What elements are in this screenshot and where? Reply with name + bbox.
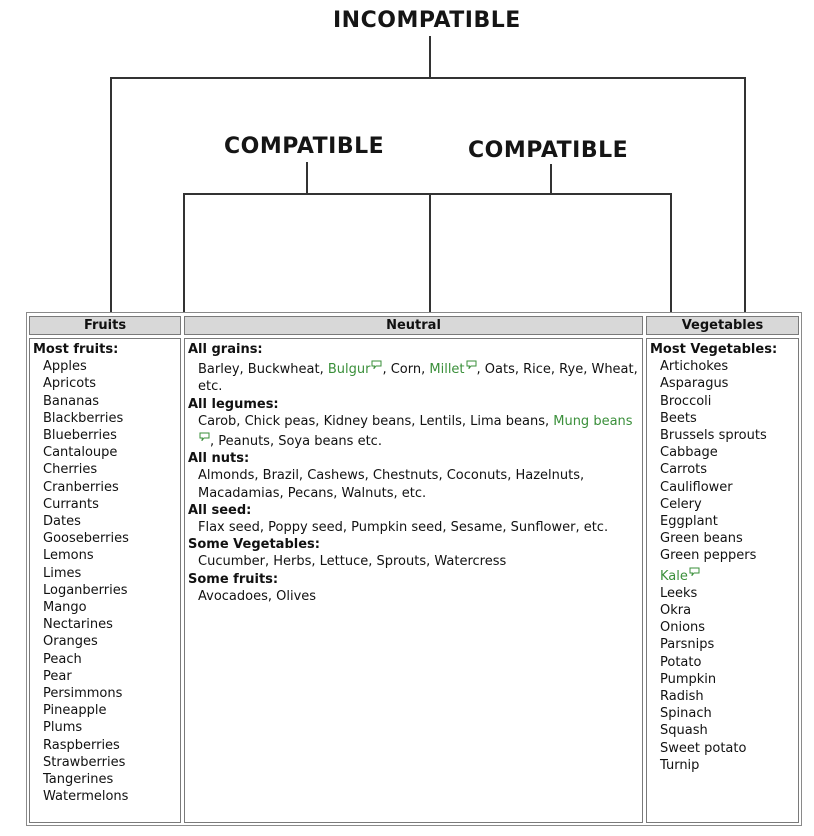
neutral-group-items — [188, 553, 639, 570]
fruit-item: Blueberries — [43, 428, 117, 444]
food-text: Turnip — [660, 757, 700, 773]
fruit-item: Strawberries — [43, 754, 126, 770]
vegetable-item — [650, 496, 795, 513]
food-text: Radish — [660, 689, 704, 705]
vegetable-item — [650, 393, 795, 410]
vegetable-item — [650, 722, 795, 739]
food-text: Potato — [660, 654, 702, 670]
fruit-item: Pineapple — [43, 703, 107, 719]
neutral-group-title: Some Vegetables: — [188, 537, 320, 553]
neutral-groups — [188, 341, 639, 605]
fruit-item: Bananas — [43, 393, 100, 409]
food-text: Beets — [660, 410, 697, 426]
food-text: Carob, Chick peas, Kidney beans, Lentils, Lima beans, — [198, 413, 554, 429]
neutral-group-title: All legumes: — [188, 396, 279, 412]
food-text: Avocadoes, Olives — [198, 588, 317, 604]
vegetables-list — [650, 358, 795, 774]
fruit-item: Raspberries — [43, 737, 120, 753]
speech-bubble-icon[interactable] — [689, 565, 700, 582]
compatible-center-drop — [429, 193, 431, 313]
food-text: Celery — [660, 496, 702, 512]
neutral-group-items — [188, 519, 639, 536]
vegetable-item — [650, 688, 795, 705]
vegetable-item — [650, 461, 795, 478]
vegetable-item — [650, 410, 795, 427]
food-text: Green beans — [660, 531, 743, 547]
fruit-item: Limes — [43, 565, 82, 581]
incompatible-right-drop — [744, 77, 746, 313]
fruit-item: Cherries — [43, 462, 98, 478]
compatible-right-stem — [550, 164, 552, 194]
vegetable-item — [650, 671, 795, 688]
food-link[interactable]: Mung beans — [553, 413, 633, 429]
neutral-group-title: All seed: — [188, 502, 252, 518]
fruit-item: Blackberries — [43, 410, 124, 426]
fruit-item: Mango — [43, 600, 87, 616]
neutral-group-items — [188, 413, 639, 450]
fruit-item: Apricots — [43, 376, 97, 392]
food-text: Squash — [660, 723, 708, 739]
food-text: Flax seed, Poppy seed, Pumpkin seed, Sesame, Sunflower, etc. — [198, 520, 609, 536]
vegetable-item — [650, 427, 795, 444]
compatible-left-stem — [306, 162, 308, 194]
food-text: , Corn, — [382, 362, 430, 378]
speech-bubble-icon[interactable] — [371, 358, 382, 375]
food-text: Artichokes — [660, 359, 729, 375]
food-text: Asparagus — [660, 376, 729, 392]
fruit-item: Cranberries — [43, 479, 119, 495]
vegetable-item — [650, 740, 795, 757]
vegetable-item — [650, 444, 795, 461]
vegetable-item — [650, 479, 795, 496]
food-link[interactable]: Kale — [660, 568, 688, 584]
food-text: Eggplant — [660, 514, 718, 530]
vegetables-group-title: Most Vegetables: — [650, 342, 778, 357]
compatible-left-drop — [183, 193, 185, 313]
food-text: Spinach — [660, 706, 712, 722]
neutral-group-items — [188, 467, 639, 501]
food-text: Cucumber, Herbs, Lettuce, Sprouts, Watercress — [198, 554, 507, 570]
fruits-header: Fruits — [29, 316, 181, 335]
incompatible-bar — [110, 77, 746, 79]
neutral-column — [184, 338, 643, 823]
fruits-group-title: Most fruits: — [33, 342, 119, 357]
vegetable-item — [650, 530, 795, 547]
vegetable-item — [650, 619, 795, 636]
vegetable-item — [650, 654, 795, 671]
neutral-group-items — [188, 588, 639, 605]
food-link[interactable]: Millet — [429, 362, 465, 378]
fruit-item: Lemons — [43, 548, 94, 564]
fruit-item: Apples — [43, 359, 87, 375]
fruit-item: Plums — [43, 720, 83, 736]
food-text: , Peanuts, Soya beans etc. — [210, 434, 382, 450]
vegetable-item — [650, 585, 795, 602]
fruit-item: Persimmons — [43, 686, 123, 702]
compatible-bar — [183, 193, 672, 195]
food-text: Green peppers — [660, 548, 757, 564]
neutral-group-title: Some fruits: — [188, 571, 279, 587]
food-text: Carrots — [660, 462, 708, 478]
vegetable-item — [650, 636, 795, 653]
fruit-item: Nectarines — [43, 617, 113, 633]
food-text: Cabbage — [660, 445, 718, 461]
neutral-header: Neutral — [184, 316, 643, 335]
fruits-list — [33, 358, 177, 805]
food-text: Sweet potato — [660, 740, 747, 756]
incompatible-label: INCOMPATIBLE — [333, 8, 521, 33]
vegetables-column — [646, 338, 799, 823]
food-text: Okra — [660, 603, 692, 619]
food-text: , Oats, Rice, Rye, Wheat, etc. — [198, 362, 638, 395]
fruit-item: Currants — [43, 496, 99, 512]
fruits-column — [29, 338, 181, 823]
food-text: Parsnips — [660, 637, 715, 653]
compatible-right-drop — [670, 193, 672, 313]
food-text: Pumpkin — [660, 671, 717, 687]
vegetable-item — [650, 513, 795, 530]
vegetables-header: Vegetables — [646, 316, 799, 335]
food-text: Barley, Buckwheat, — [198, 362, 328, 378]
fruit-item: Cantaloupe — [43, 445, 118, 461]
fruit-item: Dates — [43, 514, 81, 530]
vegetable-item — [650, 547, 795, 564]
neutral-group-items — [188, 358, 639, 395]
speech-bubble-icon[interactable] — [466, 358, 477, 375]
fruit-item: Pear — [43, 668, 72, 684]
food-text: Brussels sprouts — [660, 428, 767, 444]
incompatible-left-drop — [110, 77, 112, 313]
fruit-item: Peach — [43, 651, 82, 667]
compatible-right-label: COMPATIBLE — [468, 138, 629, 163]
vegetable-item — [650, 602, 795, 619]
vegetable-item — [650, 757, 795, 774]
fruit-item: Loganberries — [43, 582, 128, 598]
food-text: Cauliflower — [660, 479, 733, 495]
vegetable-item[interactable] — [650, 565, 795, 585]
fruit-item: Oranges — [43, 634, 98, 650]
food-text: Leeks — [660, 585, 698, 601]
food-text: Almonds, Brazil, Cashews, Chestnuts, Coconuts, Hazelnuts, Macadamias, Pecans, Walnuts, etc. — [198, 468, 585, 501]
vegetable-item — [650, 375, 795, 392]
compatible-left-label: COMPATIBLE — [224, 134, 385, 159]
fruit-item: Watermelons — [43, 789, 129, 805]
fruit-item: Tangerines — [43, 772, 114, 788]
incompatible-stem — [429, 36, 431, 78]
food-link[interactable]: Bulgur — [327, 362, 371, 378]
fruit-item: Gooseberries — [43, 531, 129, 547]
food-text: Onions — [660, 620, 706, 636]
speech-bubble-icon[interactable] — [199, 430, 210, 447]
neutral-group-title: All nuts: — [188, 451, 250, 467]
neutral-group-title: All grains: — [188, 342, 263, 357]
vegetable-item — [650, 358, 795, 375]
vegetable-item — [650, 705, 795, 722]
food-text: Broccoli — [660, 393, 712, 409]
